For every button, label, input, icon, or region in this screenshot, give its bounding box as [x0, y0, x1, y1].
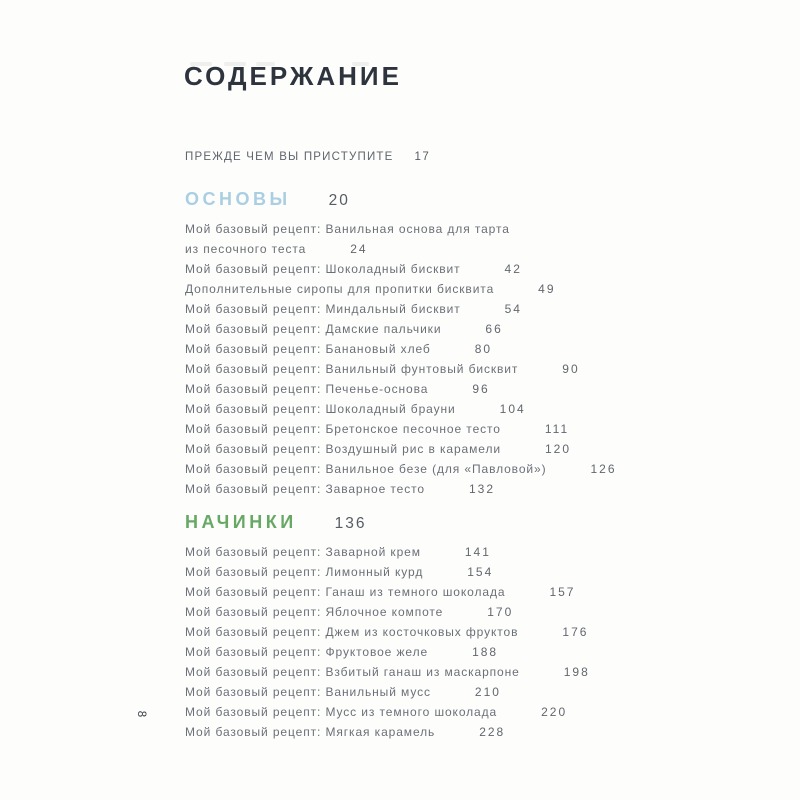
toc-entry[interactable]	[185, 339, 665, 359]
section-page-number: 136	[334, 515, 367, 532]
toc-entry[interactable]	[185, 279, 665, 299]
toc-entry[interactable]	[185, 642, 665, 662]
entry-page-number: 90	[562, 362, 580, 376]
toc-entry[interactable]	[185, 542, 665, 562]
page-number-folio: 8	[135, 710, 148, 718]
toc-entry[interactable]	[185, 562, 665, 582]
entry-label: Мой базовый рецепт: Мусс из темного шоколада	[185, 705, 498, 719]
toc-sections	[185, 188, 665, 742]
entry-label: Мой базовый рецепт: Мягкая карамель	[185, 725, 436, 739]
toc-entry[interactable]	[185, 259, 665, 279]
entry-page-number: 126	[590, 462, 617, 476]
toc-entry[interactable]	[185, 602, 665, 622]
toc-intro-entry[interactable]	[185, 149, 430, 165]
section-title-label: НАЧИНКИ	[185, 512, 297, 532]
entry-label: Мой базовый рецепт: Ванильный фунтовый бисквит	[185, 362, 519, 376]
entry-page-number: 170	[487, 605, 514, 619]
entry-label: Мой базовый рецепт: Яблочное компоте	[185, 605, 444, 619]
entry-label: Мой базовый рецепт: Заварное тесто	[185, 482, 425, 496]
section-heading-fillings[interactable]	[185, 511, 665, 535]
toc-entry[interactable]	[185, 379, 665, 399]
toc-entry[interactable]	[185, 582, 665, 602]
entry-label: Мой базовый рецепт: Печенье-основа	[185, 382, 429, 396]
entry-label: Мой базовый рецепт: Бретонское песочное тесто	[185, 422, 501, 436]
entry-label: Мой базовый рецепт: Лимонный курд	[185, 565, 424, 579]
toc-entry[interactable]	[185, 622, 665, 642]
entry-page-number: 210	[474, 685, 501, 699]
section-heading-basics[interactable]	[185, 188, 665, 212]
entry-page-number: 154	[467, 565, 494, 579]
entry-page-number: 141	[464, 545, 491, 559]
entry-page-number: 132	[468, 482, 495, 496]
entry-label: Мой базовый рецепт: Воздушный рис в карамели	[185, 442, 501, 456]
entry-page-number: 111	[544, 422, 570, 436]
intro-entry-page-number: 17	[414, 151, 431, 163]
entry-page-number: 80	[474, 342, 493, 356]
entry-label: Мой базовый рецепт: Ганаш из темного шоколада	[185, 585, 506, 599]
toc-section-fillings	[185, 511, 665, 742]
toc-entry[interactable]	[185, 479, 665, 499]
entry-page-number: 157	[549, 585, 576, 599]
entry-label-wrapped: из песочного теста	[185, 242, 307, 256]
entry-label: Мой базовый рецепт: Шоколадный бисквит	[185, 262, 461, 276]
entry-label: Мой базовый рецепт: Джем из косточковых фруктов	[185, 625, 519, 639]
entry-label: Мой базовый рецепт: Банановый хлеб	[185, 342, 431, 356]
section-title-label: ОСНОВЫ	[185, 189, 291, 209]
intro-entry-label: ПРЕЖДЕ ЧЕМ ВЫ ПРИСТУПИТЕ	[185, 151, 394, 163]
entry-page-number: 176	[562, 625, 589, 639]
toc-entry[interactable]	[185, 439, 665, 459]
entry-page-number: 49	[538, 282, 556, 296]
entry-page-number: 198	[563, 665, 590, 679]
entry-label: Мой базовый рецепт: Фруктовое желе	[185, 645, 429, 659]
entry-label: Дополнительные сиропы для пропитки бисквита	[185, 282, 495, 296]
entry-page-number: 54	[504, 302, 522, 316]
entry-label: Мой базовый рецепт: Ванильное безе (для «Павловой»)	[185, 462, 547, 476]
entry-label: Мой базовый рецепт: Заварной крем	[185, 545, 421, 559]
toc-entry[interactable]	[185, 299, 665, 319]
entry-label: Мой базовый рецепт: Ванильная основа для тарта	[185, 222, 510, 236]
entry-label: Мой базовый рецепт: Миндальный бисквит	[185, 302, 461, 316]
toc-entry[interactable]	[185, 702, 665, 722]
entry-page-number: 120	[544, 442, 571, 456]
toc-entry[interactable]	[185, 722, 665, 742]
entry-page-number: 188	[472, 645, 499, 659]
toc-entry[interactable]	[185, 419, 665, 439]
toc-entry[interactable]	[185, 399, 665, 419]
entry-label: Мой базовый рецепт: Дамские пальчики	[185, 322, 442, 336]
entry-page-number: 96	[472, 382, 490, 396]
toc-entry[interactable]	[185, 319, 665, 339]
toc-entry[interactable]	[185, 682, 665, 702]
entry-page-number: 66	[485, 322, 503, 336]
entry-page-number: 228	[479, 725, 506, 739]
toc-section-basics	[185, 188, 665, 499]
entry-label: Мой базовый рецепт: Шоколадный брауни	[185, 402, 456, 416]
page-title: СОДЕРЖАНИЕ	[184, 61, 402, 91]
entry-page-number: 42	[504, 262, 522, 276]
toc-entry[interactable]	[185, 219, 665, 259]
toc-entry[interactable]	[185, 662, 665, 682]
toc-entry[interactable]	[185, 459, 665, 479]
entry-page-number: 104	[499, 402, 526, 416]
toc-entry-list	[185, 542, 665, 742]
entry-label: Мой базовый рецепт: Ванильный мусс	[185, 685, 431, 699]
entry-label: Мой базовый рецепт: Взбитый ганаш из маскарпоне	[185, 665, 520, 679]
toc-entry[interactable]	[185, 359, 665, 379]
entry-page-number: 220	[541, 705, 568, 719]
section-page-number: 20	[328, 192, 350, 209]
toc-entry-list	[185, 219, 665, 499]
entry-page-number: 24	[350, 242, 368, 256]
